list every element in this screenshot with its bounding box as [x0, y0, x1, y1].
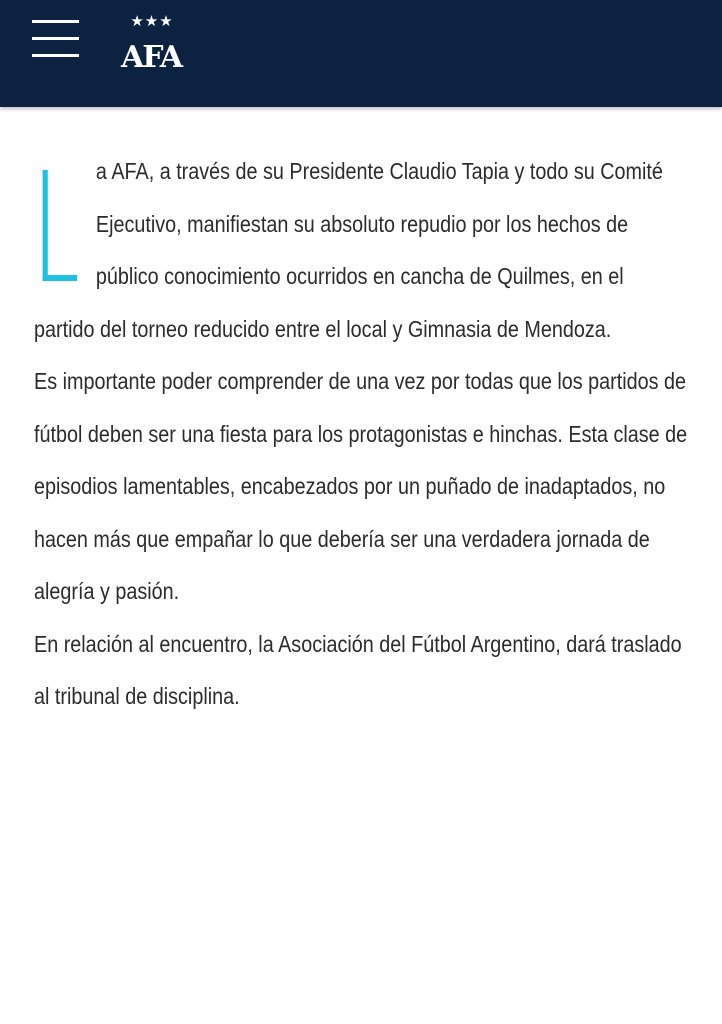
- article-paragraph: Es importante poder comprender de una vez por todas que los partidos de fútbol deben ser una fiesta para los protagonistas e hinchas. Esta clase de episodios lamentables, encabezados por un puñado de inadaptados, no hacen más que empañar lo que debería ser una verdadera jornada de alegría y pasión.: [34, 368, 688, 604]
- paragraph-text: a AFA, a través de su Presidente Claudio Tapia y todo su Comité Ejecutivo, manifiestan su absoluto repudio por los hechos de público conocimiento ocurridos en cancha de Quilmes, en el partido del torneo reducido entre el local y Gimnasia de Mendoza.: [34, 158, 663, 342]
- afa-logo[interactable]: [118, 12, 184, 92]
- logo-stars: ★★★: [130, 12, 174, 30]
- menu-line: [32, 20, 79, 23]
- drop-cap-letter: [34, 170, 82, 293]
- hamburger-menu-icon[interactable]: [32, 20, 80, 58]
- site-header: [0, 0, 722, 107]
- article-paragraph: En relación al encuentro, la Asociación del Fútbol Argentino, dará traslado al tribunal de disciplina.: [34, 630, 682, 709]
- menu-line: [32, 37, 79, 40]
- menu-line: [32, 54, 79, 57]
- article-paragraph: [34, 145, 688, 355]
- article-body: [34, 145, 688, 723]
- logo-letters: AFA: [120, 40, 182, 75]
